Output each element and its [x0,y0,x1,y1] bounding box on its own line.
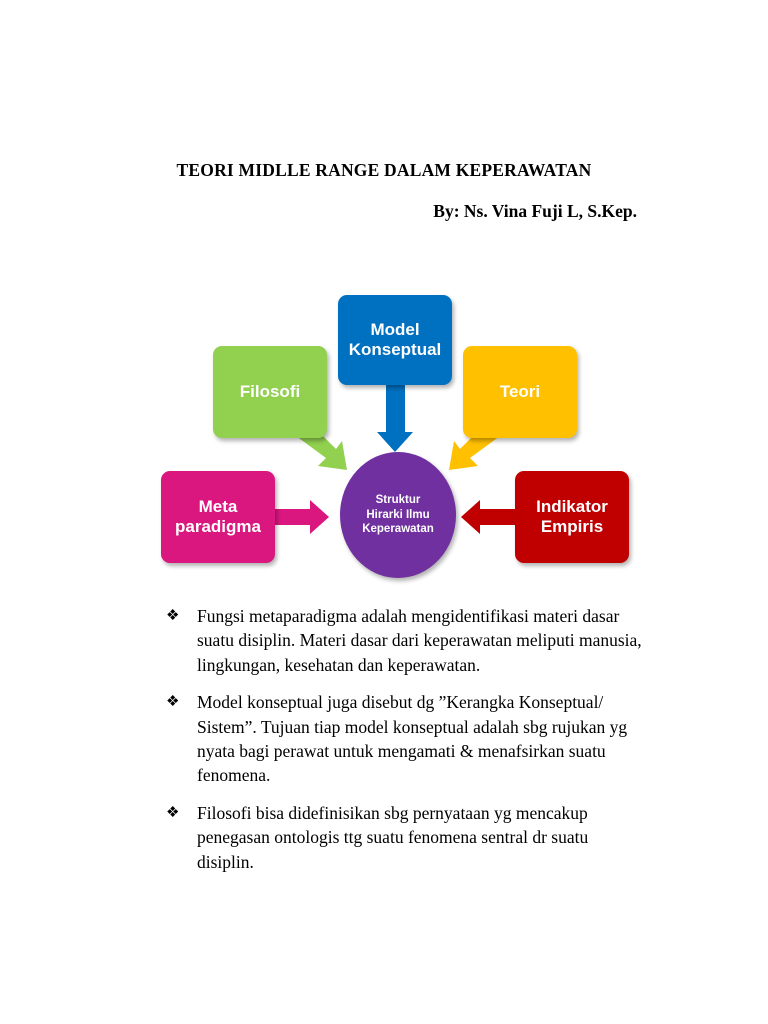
indikator-empiris-label: Indikator Empiris [536,496,608,536]
center-label: Struktur Hirarki Ilmu Keperawatan [362,493,434,536]
filosofi-label: Filosofi [239,381,301,401]
diamond-bullet-icon: ❖ [166,694,180,711]
list-item [166,690,646,788]
arrow-indikator-empiris [461,500,516,534]
bullet-list [166,604,646,887]
author-line: By: Ns. Vina Fuji L, S.Kep. [433,201,637,221]
teori-label: Teori [499,381,541,401]
list-item [166,604,646,677]
indikator-empiris-box [515,471,629,563]
list-item-text: Filosofi bisa didefinisikan sbg pernyataan yg mencakup penegasan ontologis ttg suatu fenomena sentral dr suatu disiplin. [197,802,589,872]
document-title: TEORI MIDLLE RANGE DALAM KEPERAWATAN [176,160,592,180]
meta-paradigma-label: Meta paradigma [175,496,261,536]
meta-paradigma-box [161,471,275,563]
list-item-text: Fungsi metaparadigma adalah mengidentifikasi materi dasar suatu disiplin. Materi dasar dari keperawatan meliputi manusia, lingkungan, kesehatan dan keperawatan. [197,606,642,675]
diamond-bullet-icon: ❖ [166,804,180,821]
arrow-model-konseptual [377,383,413,452]
center-circle [340,452,456,578]
arrow-meta-paradigma [274,500,329,534]
list-item-text: Model konseptual juga disebut dg ”Kerangka Konseptual/ Sistem”. Tujuan tiap model konseptual adalah sbg rujukan yg nyata bagi perawat untuk mengamati & menafsirkan suatu fenomena. [197,692,628,786]
diamond-bullet-icon: ❖ [166,608,180,624]
teori-box [463,346,577,438]
list-item [166,801,646,874]
filosofi-box [213,346,327,438]
model-konseptual-box [338,295,452,385]
model-konseptual-label: Model Konseptual [348,319,442,359]
